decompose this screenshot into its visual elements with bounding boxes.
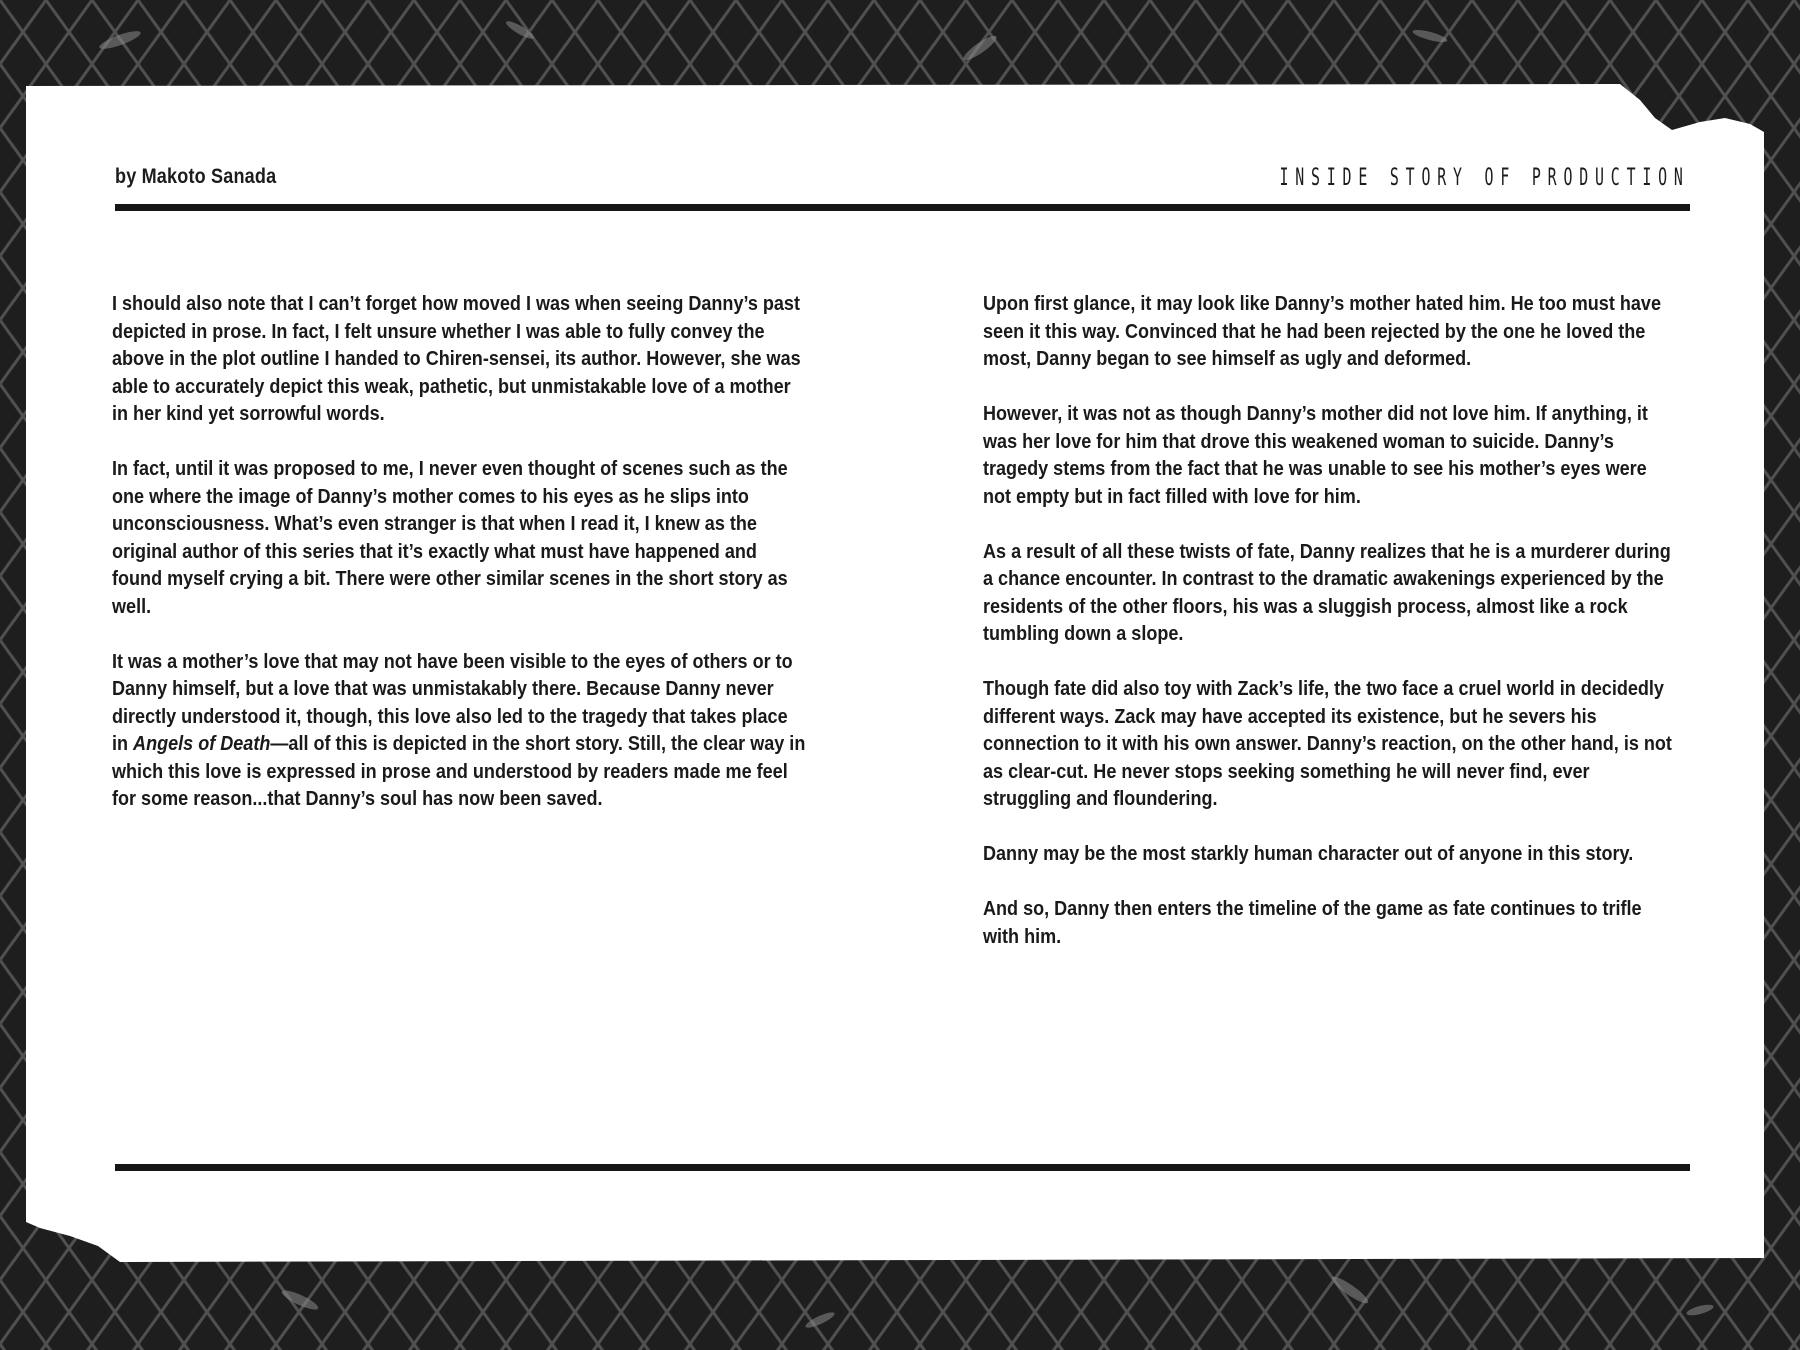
left-paragraph-1: I should also note that I can’t forget how moved I was when seeing Danny’s past depicted in prose. In fact, I felt unsure whether I was able to fully convey the above in the plot outline I handed to Chiren-sensei, its author. However, she was able to accurately depict this weak, pathetic, but unmistakable love of a mother in her kind yet sorrowful words.: [112, 292, 801, 425]
bottom-divider: [115, 1164, 1690, 1171]
book-title: Angels of Death: [133, 732, 271, 755]
paragraph-3-text-before: It was a mother’s love that may not have been visible to the eyes of others or to Danny himself, but a love that was unmistakably there. Because Danny never directly understood it, though, this love also led to the tragedy that takes place in: [112, 649, 793, 755]
right-paragraph-2: However, it was not as though Danny’s mother did not love him. If anything, it was her love for him that drove this weakened woman to suicide. Danny’s tragedy stems from the fact that he was unable to see his mother’s eyes were not empty but in fact filled with love for him.: [983, 402, 1648, 508]
right-paragraph-4: Though fate did also toy with Zack’s life, the two face a cruel world in decidedly different ways. Zack may have accepted its existence, but he severs his connection to it with his own answer. Danny’s reaction, on the other hand, is not as clear-cut. He never stops seeking something he will never find, ever struggling and floundering.: [983, 677, 1672, 810]
section-title: INSIDE STORY OF PRODUCTION: [1279, 163, 1690, 191]
header-byline: [115, 165, 276, 189]
right-paragraph-6: And so, Danny then enters the timeline of the game as fate continues to trifle with him.: [983, 897, 1642, 948]
right-paragraph-1: Upon first glance, it may look like Danny’s mother hated him. He too must have seen it this way. Convinced that he had been rejected by the one he loved the most, Danny began to see himself as ugly and deformed.: [983, 292, 1661, 370]
right-column: [983, 290, 1678, 978]
right-paragraph-5: Danny may be the most starkly human character out of anyone in this story.: [983, 842, 1634, 865]
byline-prefix: by: [115, 165, 137, 188]
author-name: Makoto Sanada: [141, 165, 277, 188]
left-paragraph-3: [112, 648, 807, 813]
paragraph-3-text-after: —all of this is depicted in the short story. Still, the clear way in which this love is expressed in prose and understood by readers made me feel for some reason...that Danny’s soul has now been saved.: [112, 732, 806, 810]
top-divider: [115, 204, 1690, 211]
right-paragraph-3: As a result of all these twists of fate, Danny realizes that he is a murderer during a chance encounter. In contrast to the dramatic awakenings experienced by the residents of the other floors, his was a sluggish process, almost like a rock tumbling down a slope.: [983, 539, 1671, 645]
left-paragraph-2: In fact, until it was proposed to me, I never even thought of scenes such as the one where the image of Danny’s mother comes to his eyes as he slips into unconsciousness. What’s even stranger is that when I read it, I knew as the original author of this series that it’s exactly what must have happened and found myself crying a bit. There were other similar scenes in the short story as well.: [112, 457, 788, 618]
left-column: [112, 290, 807, 840]
